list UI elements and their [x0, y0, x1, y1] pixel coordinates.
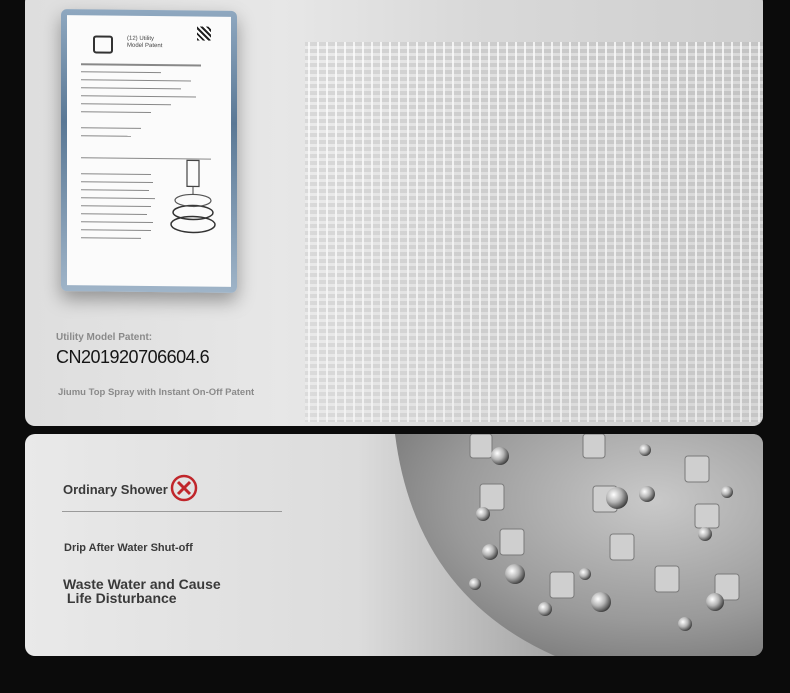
patent-panel: [25, 0, 763, 426]
waste-line-2: Life Disturbance: [63, 590, 177, 606]
section-divider: [62, 511, 282, 512]
certificate-paper: [67, 15, 231, 287]
ordinary-shower-panel: [25, 434, 763, 656]
patent-label: Utility Model Patent:: [56, 332, 153, 343]
water-rain-image: [305, 42, 763, 422]
certificate-title-line-2: Model Patent: [127, 42, 163, 50]
qr-code-icon: [197, 27, 211, 41]
drip-description: Drip After Water Shut-off: [64, 542, 193, 554]
patent-drawing-icon: [167, 154, 219, 247]
patent-subtitle: Jiumu Top Spray with Instant On-Off Patent: [58, 387, 255, 398]
patent-number: CN201920706604.6: [56, 347, 210, 367]
x-mark-icon: [170, 474, 198, 502]
certificate-title-line-1: (12) Utility: [127, 35, 155, 43]
certificate-title: [127, 36, 162, 50]
certificate-emblem-icon: [93, 35, 113, 53]
waste-line-1: Waste Water and Cause: [63, 576, 221, 592]
patent-certificate-image: [61, 9, 237, 293]
showerhead-dripping-image: [355, 434, 763, 656]
waste-water-description: [63, 577, 221, 605]
ordinary-shower-title: Ordinary Shower: [63, 482, 168, 497]
